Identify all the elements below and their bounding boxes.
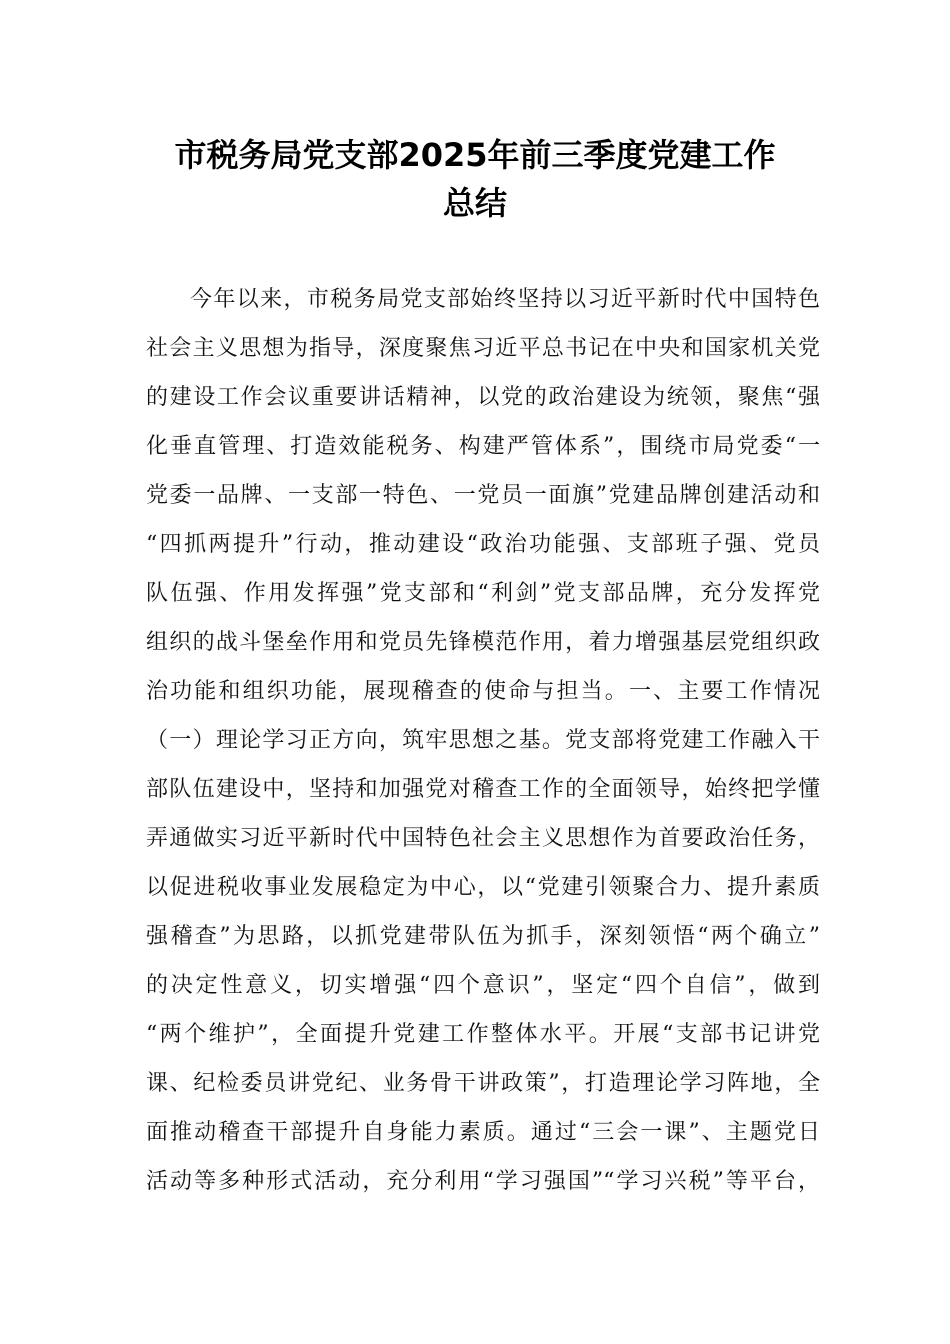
document-body: [146, 275, 820, 1206]
body-text-line: 的建设工作会议重要讲话精神，以党的政治建设为统领，聚焦“强: [146, 385, 820, 410]
body-text-line: 课、纪检委员讲党纪、业务骨干讲政策”，打造理论学习阵地，全: [146, 1071, 820, 1096]
document-title-line-2: 总结: [442, 184, 507, 222]
body-text-line: 弄通做实习近平新时代中国特色社会主义思想作为首要政治任务，: [146, 826, 820, 851]
body-text-line: 强稽查”为思路，以抓党建带队伍为抓手，深刻领悟“两个确立”: [146, 924, 820, 949]
body-text-line: 今年以来，市税务局党支部始终坚持以习近平新时代中国特色: [190, 287, 820, 312]
document-title-line-1: 市税务局党支部2025年前三季度党建工作: [174, 136, 776, 174]
body-text-line: 社会主义思想为指导，深度聚焦习近平总书记在中央和国家机关党: [146, 336, 820, 361]
body-text-line: 面推动稽查干部提升自身能力素质。通过“三会一课”、主题党日: [146, 1120, 820, 1145]
body-text-line: “四抓两提升”行动，推动建设“政治功能强、支部班子强、党员: [146, 532, 820, 557]
body-text-line: “两个维护”，全面提升党建工作整体水平。开展“支部书记讲党: [146, 1022, 820, 1047]
body-text-line: 化垂直管理、打造效能税务、构建严管体系”，围绕市局党委“一: [146, 434, 820, 459]
body-text-line: 队伍强、作用发挥强”党支部和“利剑”党支部品牌，充分发挥党: [146, 581, 820, 606]
body-text-line: 的决定性意义，切实增强“四个意识”，坚定“四个自信”，做到: [146, 973, 820, 998]
body-text-line: （一）理论学习正方向，筑牢思想之基。党支部将党建工作融入干: [146, 728, 820, 753]
body-text-line: 组织的战斗堡垒作用和党员先锋模范作用，着力增强基层党组织政: [146, 630, 820, 655]
body-text-line: 以促进税收事业发展稳定为中心，以“党建引领聚合力、提升素质: [146, 875, 820, 900]
body-text-line: 部队伍建设中，坚持和加强党对稽查工作的全面领导，始终把学懂: [146, 777, 820, 802]
body-text-line: 活动等多种形式活动，充分利用“学习强国”“学习兴税”等平台，: [146, 1169, 820, 1194]
body-text-line: 党委一品牌、一支部一特色、一党员一面旗”党建品牌创建活动和: [146, 483, 820, 508]
body-text-line: 治功能和组织功能，展现稽查的使命与担当。一、主要工作情况: [146, 679, 820, 704]
